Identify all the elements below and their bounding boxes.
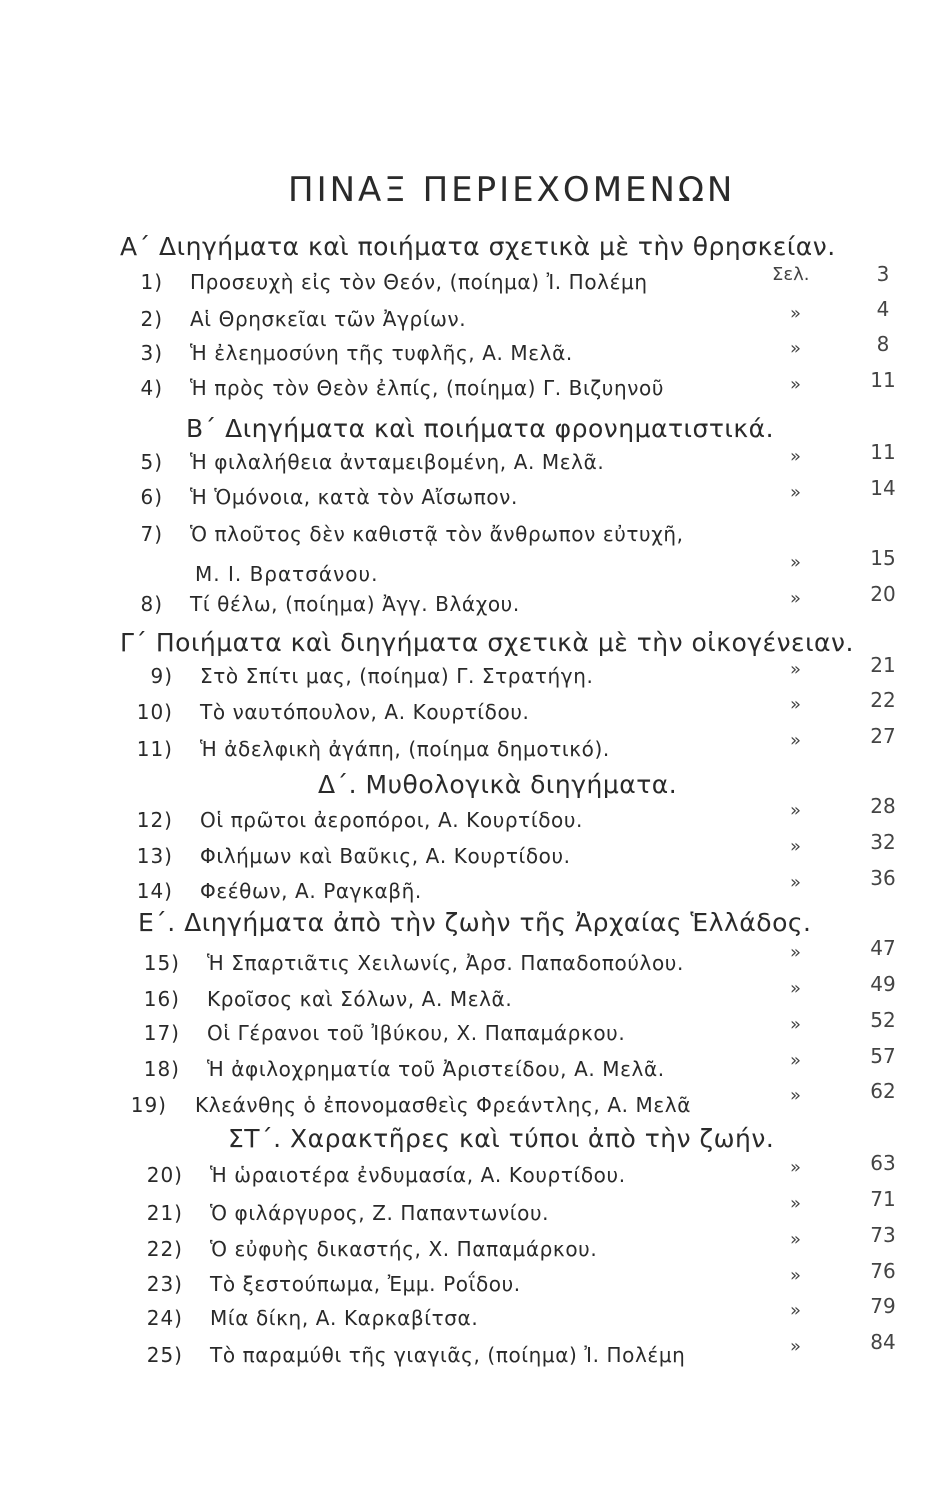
toc-entry [0, 1259, 947, 1306]
page-prefix: » [790, 1300, 802, 1321]
toc-entry [0, 1044, 947, 1091]
entry-number: 23) [146, 1272, 183, 1296]
page-number: 28 [870, 794, 896, 818]
entry-number: 4) [140, 376, 163, 400]
entry-number: 8) [140, 592, 163, 616]
page-number: 73 [870, 1223, 896, 1247]
page-number: 63 [870, 1151, 896, 1175]
entry-number: 2) [140, 307, 163, 331]
entry-number: 15) [143, 951, 180, 975]
page-number: 27 [870, 724, 896, 748]
entry-number: 21) [146, 1201, 183, 1225]
page-title: ΠΙΝΑΞ ΠΕΡΙΕΧΟΜΕΝΩΝ [288, 170, 736, 210]
entry-title: Φιλήμων καὶ Βαῦκις, Α. Κουρτίδου. [200, 844, 571, 868]
page-prefix: » [790, 1050, 802, 1071]
page-number: 21 [870, 653, 896, 677]
entry-number: 3) [140, 341, 163, 365]
entry-title: Ἡ ἀφιλοχρηματία τοῦ Ἀριστείδου, Α. Μελᾶ. [207, 1057, 665, 1081]
page-number: 11 [870, 368, 896, 392]
toc-entry [0, 440, 947, 484]
toc-entry [0, 1151, 947, 1197]
entry-title: Τὸ ναυτόπουλον, Α. Κουρτίδου. [200, 700, 530, 724]
page-prefix: » [790, 694, 802, 715]
page-prefix: » [790, 1157, 802, 1178]
entry-title: Οἱ Γέρανοι τοῦ Ἰβύκου, Χ. Παπαμάρκου. [207, 1021, 626, 1045]
entry-title: Ἡ ἀδελφικὴ ἀγάπη, (ποίημα δημοτικό). [200, 737, 610, 761]
page-prefix: » [790, 872, 802, 893]
page-number: 20 [870, 582, 896, 606]
page-prefix: » [790, 1085, 802, 1106]
page-number: 11 [870, 440, 896, 464]
section-heading-c: Γ΄ Ποιήματα καὶ διηγήματα σχετικὰ μὲ τὴν οἰκογένειαν. [120, 628, 854, 657]
entry-number: 12) [136, 808, 173, 832]
entry-title: Ὁ πλοῦτος δὲν καθιστᾷ τὸν ἄνθρωπον εὐτυχῆ, [190, 522, 684, 546]
page-number: 62 [870, 1079, 896, 1103]
entry-title: Στὸ Σπίτι μας, (ποίημα) Γ. Στρατήγη. [200, 664, 594, 688]
entry-number: 25) [146, 1343, 183, 1367]
section-heading-f: ΣΤ΄. Χαρακτῆρες καὶ τύποι ἀπὸ τὴν ζωήν. [228, 1124, 775, 1153]
entry-number: 5) [140, 450, 163, 474]
entry-title: Ἡ πρὸς τὸν Θεὸν ἐλπίς, (ποίημα) Γ. Βιζυηνοῦ [190, 376, 665, 400]
section-heading-b: Β΄ Διηγήματα καὶ ποιήματα φρονηματιστικά. [186, 414, 775, 443]
entry-title: Ἡ ὡραιοτέρα ἐνδυμασία, Α. Κουρτίδου. [210, 1163, 626, 1187]
toc-entry [0, 522, 947, 586]
page-number: 32 [870, 830, 896, 854]
entry-title: Οἱ πρῶτοι ἀεροπόροι, Α. Κουρτίδου. [200, 808, 583, 832]
entry-number: 6) [140, 485, 163, 509]
entry-title: Προσευχὴ εἰς τὸν Θεόν, (ποίημα) Ἰ. Πολέμη [190, 270, 648, 294]
entry-title: Ἡ Σπαρτιᾶτις Χειλωνίς, Ἀρσ. Παπαδοπούλου. [207, 951, 684, 975]
page-prefix: » [790, 942, 802, 963]
entry-number: 9) [150, 664, 173, 688]
entry-number: 19) [130, 1093, 167, 1117]
page-number: 76 [870, 1259, 896, 1283]
entry-title: Κλεάνθης ὁ ἐπονομασθεὶς Φρεάντλης, Α. Μελᾶ [195, 1093, 692, 1117]
entry-title: Τὸ ξεστούπωμα, Ἐμμ. Ροΐδου. [210, 1272, 521, 1296]
entry-number: 11) [136, 737, 173, 761]
entry-title: Ὁ εὐφυὴς δικαστής, Χ. Παπαμάρκου. [210, 1237, 598, 1261]
page-number: 4 [876, 297, 890, 321]
page-number: 84 [870, 1330, 896, 1354]
toc-entry [0, 476, 947, 519]
page-prefix: » [790, 978, 802, 999]
page-prefix: » [790, 588, 802, 609]
toc-entry [0, 1008, 947, 1055]
page-number: 36 [870, 866, 896, 890]
toc-entry [0, 332, 947, 375]
page-number: 52 [870, 1008, 896, 1032]
page-number: 49 [870, 972, 896, 996]
entry-number: 22) [146, 1237, 183, 1261]
entry-title: Κροῖσος καὶ Σόλων, Α. Μελᾶ. [207, 987, 513, 1011]
toc-entry [0, 653, 947, 698]
page-number: 8 [876, 332, 890, 356]
page-prefix: » [790, 730, 802, 751]
page-prefix: » [790, 374, 802, 395]
page-prefix: » [790, 552, 802, 573]
entry-title: Μία δίκη, Α. Καρκαβίτσα. [210, 1306, 479, 1330]
toc-entry [0, 1187, 947, 1235]
toc-entry [0, 1079, 947, 1127]
page-prefix: » [790, 303, 802, 324]
page-prefix: » [790, 446, 802, 467]
page-prefix: » [790, 1336, 802, 1357]
page-prefix: » [790, 1014, 802, 1035]
toc-entry [0, 1223, 947, 1271]
entry-number: 20) [146, 1163, 183, 1187]
toc-entry [0, 582, 947, 626]
page-number: 47 [870, 936, 896, 960]
page-prefix: Σελ. [772, 264, 810, 285]
entry-number: 13) [136, 844, 173, 868]
page-number: 79 [870, 1294, 896, 1318]
page-number: 57 [870, 1044, 896, 1068]
toc-entry [0, 297, 947, 341]
entry-number: 24) [146, 1306, 183, 1330]
page-prefix: » [790, 836, 802, 857]
entry-title-continuation: Μ. Ι. Βρατσάνου. [195, 562, 379, 586]
page-prefix: » [790, 338, 802, 359]
page-number: 14 [870, 476, 896, 500]
page-number: 71 [870, 1187, 896, 1211]
entry-title: Φεέθων, Α. Ραγκαβῆ. [200, 879, 422, 903]
entry-title: Ὁ φιλάργυρος, Ζ. Παπαντωνίου. [210, 1201, 550, 1225]
page-prefix: » [790, 800, 802, 821]
page-prefix: » [790, 1193, 802, 1214]
toc-entry [0, 1330, 947, 1377]
entry-number: 10) [136, 700, 173, 724]
entry-title: Τὸ παραμύθι τῆς γιαγιᾶς, (ποίημα) Ἰ. Πολέμη [210, 1343, 686, 1367]
toc-entry [0, 688, 947, 734]
toc-entry [0, 866, 947, 913]
entry-number: 1) [140, 270, 163, 294]
entry-title: Ἡ ἐλεημοσύνη τῆς τυφλῆς, Α. Μελᾶ. [190, 341, 573, 365]
page-number: 15 [870, 546, 896, 570]
toc-entry [0, 1294, 947, 1340]
page-prefix: » [790, 659, 802, 680]
page-prefix: » [790, 482, 802, 503]
entry-title: Ἡ φιλαλήθεια ἀνταμειβομένη, Α. Μελᾶ. [190, 450, 605, 474]
entry-number: 18) [143, 1057, 180, 1081]
page-prefix: » [790, 1229, 802, 1250]
toc-entry [0, 724, 947, 771]
page-number: 22 [870, 688, 896, 712]
entry-title: Αἱ Θρησκεῖαι τῶν Ἀγρίων. [190, 307, 467, 331]
section-heading-e: Ε΄. Διηγήματα ἀπὸ τὴν ζωὴν τῆς Ἀρχαίας Ἑλλάδος. [138, 908, 812, 937]
section-heading-d: Δ΄. Μυθολογικὰ διηγήματα. [318, 770, 678, 799]
entry-title: Ἡ Ὁμόνοια, κατὰ τὸν Αἴσωπον. [190, 485, 518, 509]
toc-entry [0, 368, 947, 410]
page-number: 3 [876, 262, 890, 286]
page-prefix: » [790, 1265, 802, 1286]
entry-number: 16) [143, 987, 180, 1011]
toc-entry [0, 936, 947, 985]
entry-title: Τί θέλω, (ποίημα) Ἀγγ. Βλάχου. [190, 592, 520, 616]
section-heading-a: Α΄ Διηγήματα καὶ ποιήματα σχετικὰ μὲ τὴν θρησκείαν. [120, 232, 836, 261]
toc-entry [0, 794, 947, 842]
entry-number: 14) [136, 879, 173, 903]
entry-number: 17) [143, 1021, 180, 1045]
entry-number: 7) [140, 522, 163, 546]
toc-entry [0, 830, 947, 878]
toc-entry [0, 972, 947, 1021]
toc-entry [0, 262, 947, 304]
